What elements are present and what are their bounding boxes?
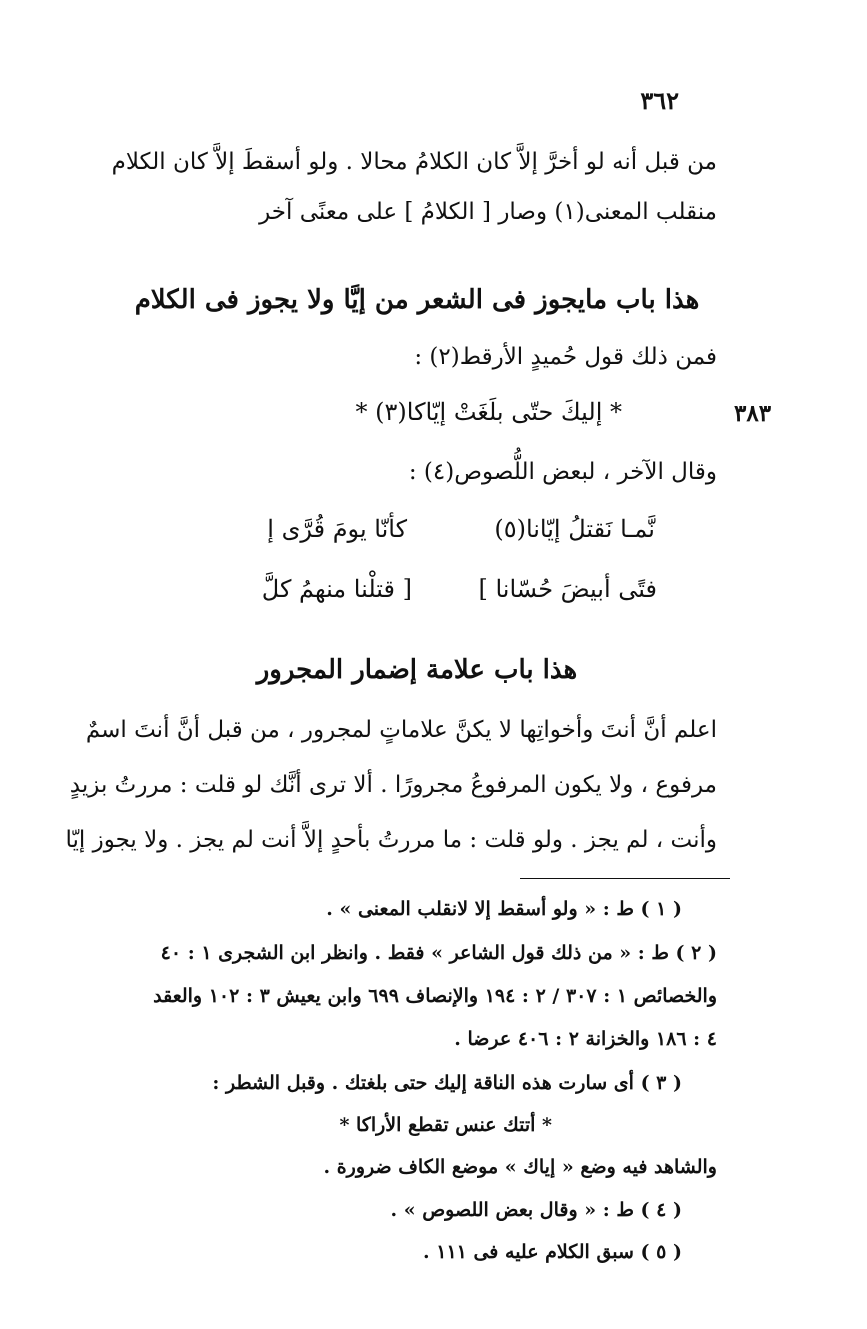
footnote-3-verse: * أتتك عنس تقطع الأراكا * — [339, 1114, 552, 1136]
footnote-3-line-2: والشاهد فيه وضع « إياك » موضع الكاف ضرورة . — [323, 1156, 717, 1178]
section2-line-3: وأنت ، لم يجز . ولو قلت : ما مررتُ بأحدٍ إلاَّ أنت لم يجز . ولا يجوز إيّا — [65, 827, 717, 853]
intro-line-2: منقلب المعنى(١) وصار [ الكلامُ ] على معنًى آخر — [259, 199, 717, 225]
verse-2-second-hemistich: نَّمـا نَقتلُ إيّانا(٥) — [494, 515, 655, 543]
footnote-divider — [520, 878, 730, 879]
verse-2-first-hemistich: كأنّا يومَ قُرَّى إ — [267, 515, 407, 543]
footnote-4: ( ٤ ) ط : « وقال بعض اللصوص » . — [390, 1199, 682, 1221]
intro-line-1: من قبل أنه لو أخرَّ إلاَّ كان الكلامُ محالا . ولو أسقطَ إلاَّ كان الكلام — [111, 149, 717, 175]
margin-number: ٣٨٣ — [734, 400, 772, 427]
footnote-1: ( ١ ) ط : « ولو أسقط إلا لانقلب المعنى » . — [326, 898, 682, 920]
section2-line-2: مرفوع ، ولا يكون المرفوعُ مجرورًا . ألا ترى أنَّك لو قلت : مررتُ بزيدٍ — [69, 772, 717, 798]
verse-3-first-hemistich: [ قتلْنا منهمُ كلَّ — [261, 575, 412, 603]
verse-1: * إليكَ حتّى بلَغَتْ إيّاكا(٣) * — [355, 398, 622, 426]
section-heading-1: هذا باب مايجوز فى الشعر من إيَّا ولا يجوز فى الكلام — [134, 285, 700, 315]
footnote-2-line-2: والخصائص ١ : ٣٠٧ / ٢ : ١٩٤ والإنصاف ٦٩٩ وابن يعيش ٣ : ١٠٢ والعقد — [153, 985, 717, 1007]
footnote-2-line-3: ٤ : ١٨٦ والخزانة ٢ : ٤٠٦ عرضا . — [454, 1028, 717, 1050]
footnote-2-line-1: ( ٢ ) ط : « من ذلك قول الشاعر » فقط . وانظر ابن الشجرى ١ : ٤٠ — [160, 942, 717, 964]
section1-line-1: فمن ذلك قول حُميدٍ الأرقط(٢) : — [414, 344, 717, 370]
footnote-5: ( ٥ ) سبق الكلام عليه فى ١١١ . — [423, 1241, 682, 1263]
section1-line-2: وقال الآخر ، لبعض اللُّصوص(٤) : — [408, 459, 717, 485]
section-heading-2: هذا باب علامة إضمار المجرور — [256, 655, 578, 685]
page-number: ٣٦٢ — [640, 86, 679, 115]
section2-line-1: اعلم أنَّ أنتَ وأخواتِها لا يكنَّ علاماتٍ لمجرور ، من قبل أنَّ أنتَ اسمٌ — [85, 717, 717, 743]
footnote-3-line-1: ( ٣ ) أى سارت هذه الناقة إليك حتى بلغتك . وقبل الشطر : — [212, 1072, 682, 1094]
verse-3-second-hemistich: فتًى أبيضَ حُسّانا ] — [478, 575, 657, 603]
